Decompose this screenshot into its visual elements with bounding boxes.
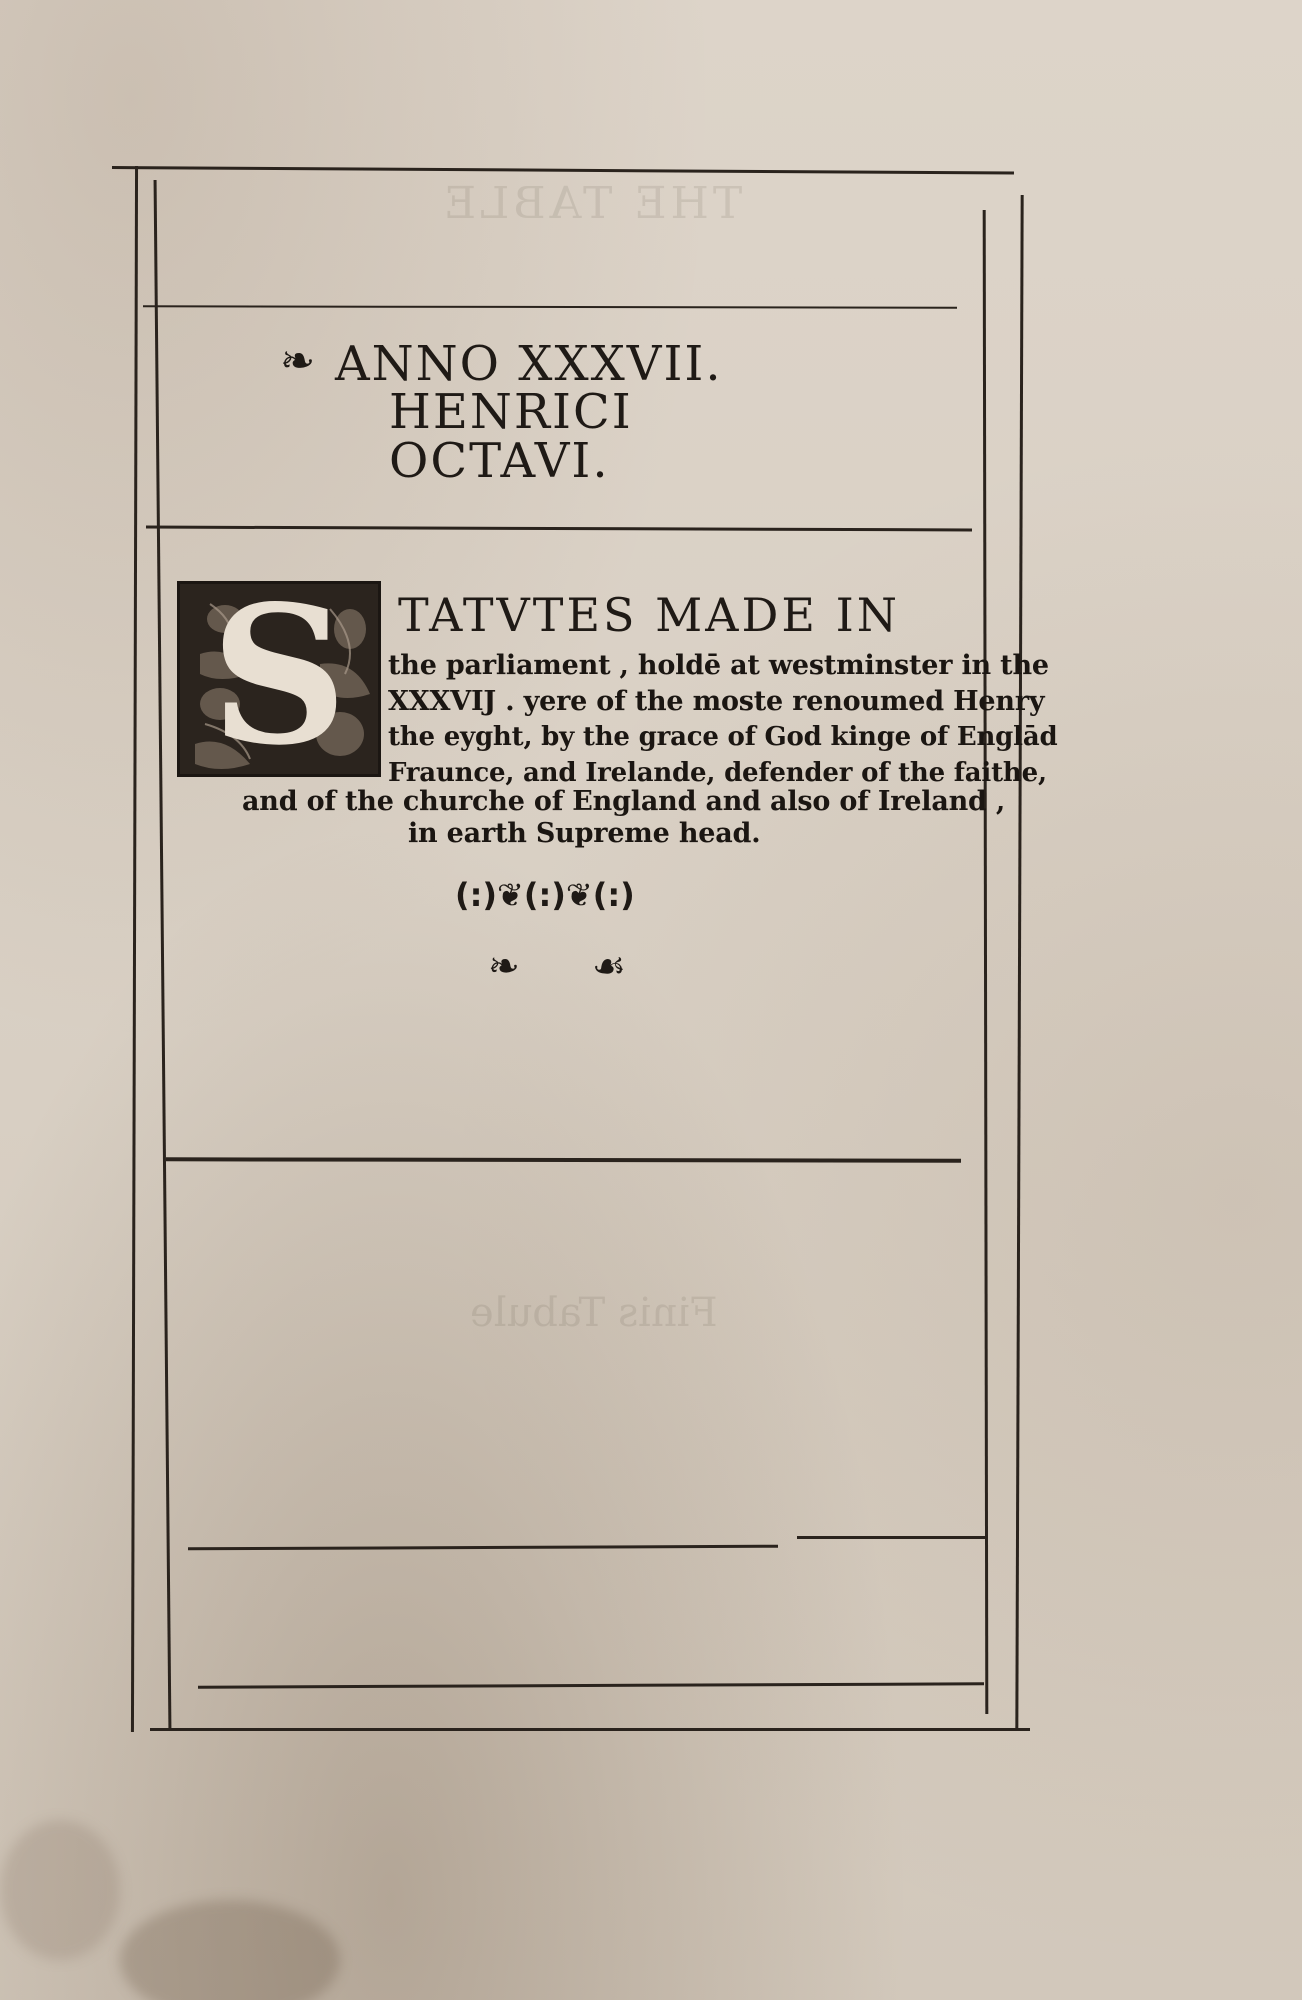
body-line: and of the churche of England and also of Ireland , bbox=[242, 786, 1006, 817]
frame-top-rule bbox=[112, 166, 1014, 175]
divider-lower-right bbox=[797, 1536, 985, 1539]
body-line: the eyght, by the grace of God kinge of Englād bbox=[388, 722, 1058, 752]
title-line-3: OCTAVI. bbox=[389, 433, 610, 489]
frame-right-outer-rule bbox=[1015, 195, 1023, 1730]
frame-left-inner-rule bbox=[154, 180, 172, 1730]
statutes-heading: TATVTES MADE IN bbox=[398, 588, 900, 642]
page-stain bbox=[120, 1900, 340, 2000]
divider-middle bbox=[166, 1157, 961, 1162]
body-line: Fraunce, and Irelande, defender of the faithe, bbox=[388, 758, 1047, 788]
body-line: the parliament , holdē at westminster in the bbox=[388, 650, 1049, 681]
ornament-fleurons: ❧ ☙ bbox=[488, 944, 656, 988]
title-line-2: HENRICI bbox=[389, 384, 633, 440]
frame-bottom-rule bbox=[150, 1728, 1030, 1731]
title-fleuron-icon: ❧ bbox=[280, 336, 316, 385]
body-line: in earth Supreme head. bbox=[408, 818, 761, 849]
divider-bottom bbox=[198, 1682, 984, 1688]
page-stain bbox=[0, 1820, 120, 1960]
body-line: XXXVIJ . yere of the moste renoumed Henry bbox=[388, 686, 1045, 717]
show-through-header: THE TABLE bbox=[440, 178, 743, 229]
frame-left-rule bbox=[131, 166, 138, 1732]
title-line-1: ANNO XXXVII. bbox=[335, 336, 723, 392]
ornament-row: (:)❦(:)❦(:) bbox=[455, 876, 635, 914]
divider-under-title bbox=[146, 526, 972, 532]
decorated-initial bbox=[177, 581, 381, 777]
divider-lower-left bbox=[188, 1545, 778, 1551]
show-through-finis: Finis Tabule bbox=[470, 1290, 718, 1336]
divider-under-top bbox=[143, 305, 957, 308]
frame-right-rule bbox=[983, 210, 989, 1714]
initial-letter: S bbox=[210, 581, 348, 777]
